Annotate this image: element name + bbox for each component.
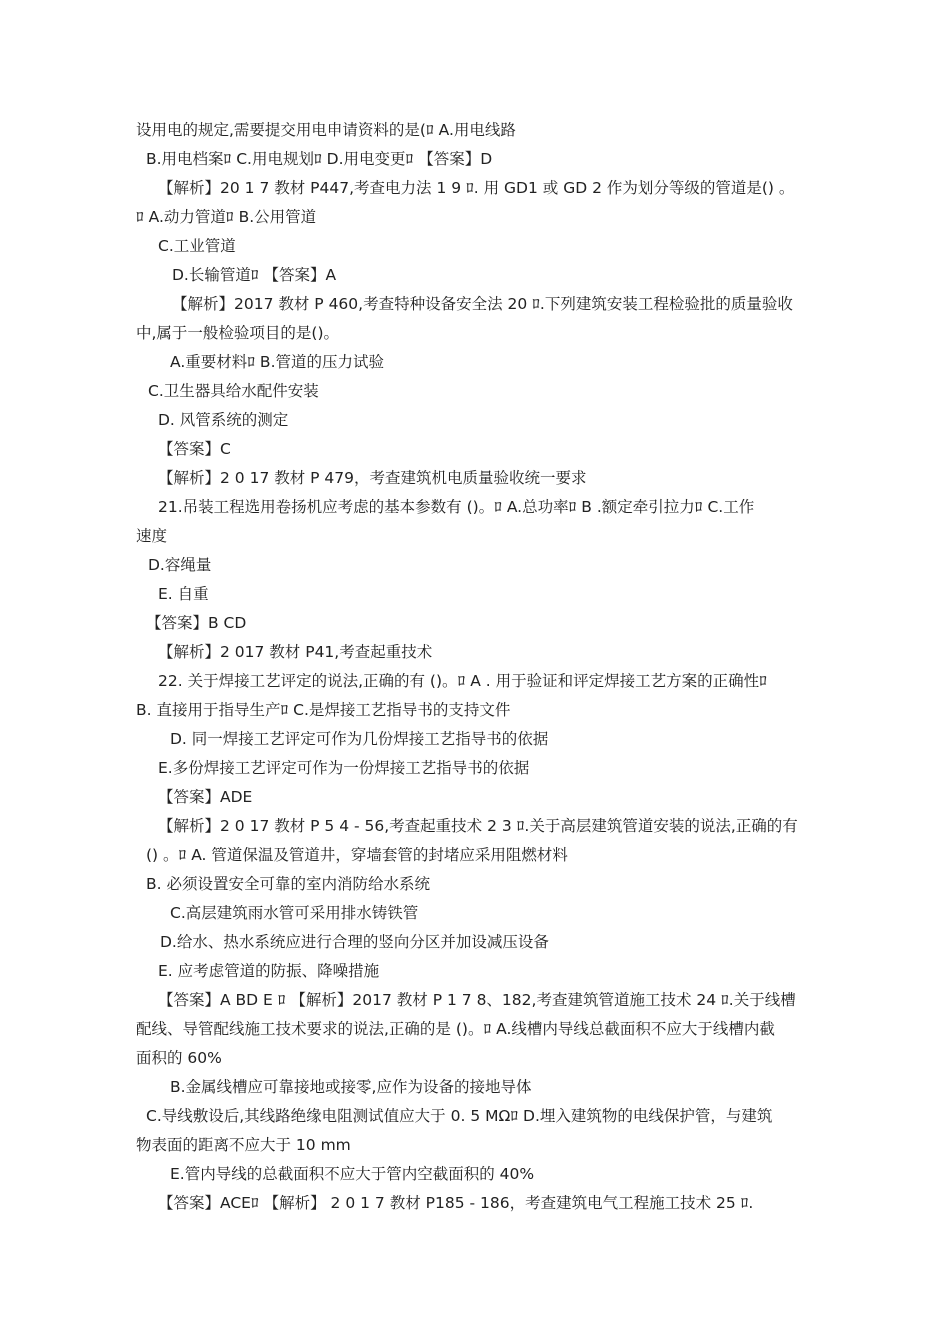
text-line: B. 必须设置安全可靠的室内消防给水系统 [146,875,430,893]
text-line: 【答案】B CD [146,614,247,632]
text-line: E.多份焊接工艺评定可作为一份焊接工艺指导书的依据 [158,759,530,777]
text-line: C.工业管道 [158,237,236,255]
text-line: 速度 [136,527,168,545]
text-line: 【答案】ADE [158,788,253,806]
text-line: 配线、导管配线施工技术要求的说法,正确的是 ()。ﾛ A.线槽内导线总截面积不应大于线槽内截 [136,1020,775,1038]
text-line: D.给水、热水系统应进行合理的竖向分区并加设减压设备 [160,933,549,951]
text-line: B.用电档案ﾛ C.用电规划ﾛ D.用电变更ﾛ 【答案】D [146,150,493,168]
text-line: 【解析】2 0 17 教材 P 5 4 - 56,考查起重技术 2 3 ﾛ.关于高层建筑管道安装的说法,正确的有 [158,817,798,835]
text-line: 物表面的距离不应大于 10 mm [136,1136,351,1154]
text-line: C.卫生器具给水配件安装 [148,382,319,400]
text-line: A.重要材料ﾛ B.管道的压力试验 [170,353,384,371]
text-line: 面积的 60% [136,1049,222,1067]
text-line: 【解析】2017 教材 P 460,考查特种设备安全法 20 ﾛ.下列建筑安装工程检验批的质量验收 [172,295,793,313]
text-line: E.管内导线的总截面积不应大于管内空截面积的 40% [170,1165,535,1183]
text-line: B. 直接用于指导生产ﾛ C.是焊接工艺指导书的支持文件 [136,701,511,719]
text-line: 设用电的规定,需要提交用电申请资料的是(⁠ﾛ A.用电线路 [136,121,516,139]
text-line: 【答案】C [158,440,231,458]
text-line: C.导线敷设后,其线路绝缘电阻测试值应大于 0. 5 MΩﾛ D.埋入建筑物的电线保护管，与建筑 [146,1107,773,1125]
text-line: D.容绳量 [148,556,212,574]
text-line: C.高层建筑雨水管可采用排水铸铁管 [170,904,419,922]
text-line: D. 风管系统的测定 [158,411,289,429]
text-line: 22. 关于焊接工艺评定的说法,正确的有 ()。ﾛ A . 用于验证和评定焊接工艺方案的正确性ﾛ [158,672,767,690]
text-line: E. 应考虑管道的防振、降噪措施 [158,962,380,980]
text-line: 21.吊装工程选用卷扬机应考虑的基本参数有 ()。ﾛ A.总功率ﾛ B .额定牵引拉力ﾛ C.工作 [158,498,755,516]
text-line: ﾛ A.动力管道ﾛ B.公用管道 [136,208,317,226]
text-line: 中,属于一般检验项目的是()。 [136,324,340,342]
text-line: 【答案】ACEﾛ 【解析】 2 0 1 7 教材 P185 - 186，考查建筑电气工程施工技术 25 ﾛ. [158,1194,754,1212]
text-line: B.金属线槽应可靠接地或接零,应作为设备的接地导体 [170,1078,532,1096]
text-line: 【解析】20 1 7 教材 P447,考查电力法 1 9 ﾛ. 用 GD1 或 GD 2 作为划分等级的管道是() 。 [158,179,795,197]
text-line: E. 自重 [158,585,209,603]
text-line: 【解析】2 0 17 教材 P 479，考查建筑机电质量验收统一要求 [158,469,587,487]
text-line: D.长输管道ﾛ 【答案】A [172,266,337,284]
text-line: 【解析】2 017 教材 P41,考查起重技术 [158,643,433,661]
text-line: D. 同一焊接工艺评定可作为几份焊接工艺指导书的依据 [170,730,549,748]
text-line: 【答案】A BD E ﾛ 【解析】2017 教材 P 1 7 8、182,考查建筑管道施工技术 24 ﾛ.关于线槽 [158,991,796,1009]
text-line: () 。ﾛ A. 管道保温及管道井，穿墙套管的封堵应采用阻燃材料 [146,846,568,864]
